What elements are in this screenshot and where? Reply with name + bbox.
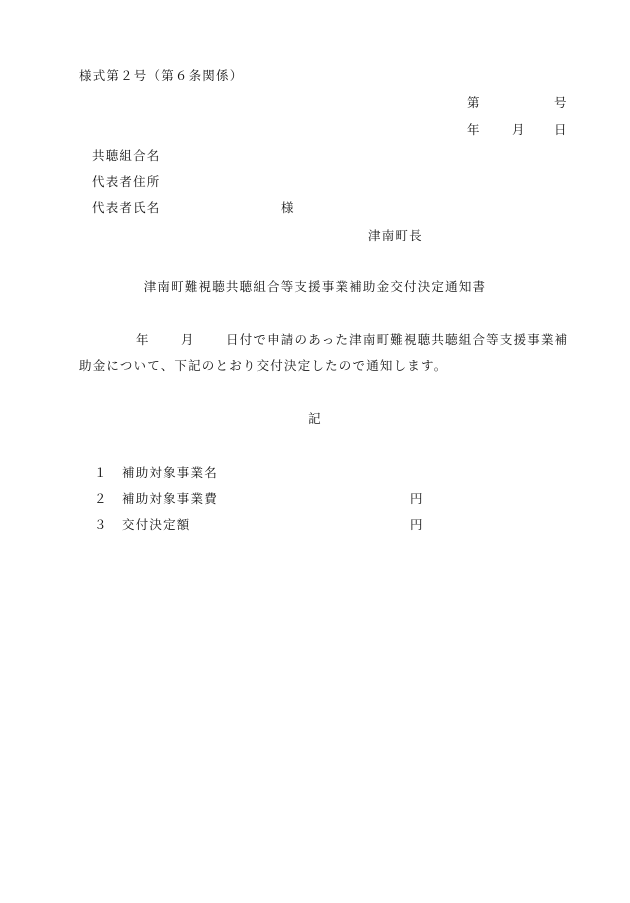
item-number: １ xyxy=(94,465,108,480)
ki-heading: 記 xyxy=(308,411,322,426)
body-year: 年 xyxy=(136,332,150,347)
sender-title: 津南町長 xyxy=(368,228,423,243)
doc-number-prefix: 第 xyxy=(467,95,481,110)
date-year: 年 xyxy=(467,122,481,137)
body-line2: 助金について、下記のとおり交付決定したので通知します。 xyxy=(79,358,448,373)
body-month: 月 xyxy=(181,332,195,347)
doc-number-suffix: 号 xyxy=(554,95,568,110)
item-label: 補助対象事業名 xyxy=(122,465,218,480)
item-number: ３ xyxy=(94,517,108,532)
form-number: 様式第２号（第６条関係） xyxy=(79,68,244,83)
date-month: 月 xyxy=(512,122,526,137)
date-day: 日 xyxy=(554,122,568,137)
item-label: 交付決定額 xyxy=(122,517,191,532)
item-unit: 円 xyxy=(410,491,424,506)
rep-name-label: 代表者氏名 xyxy=(92,200,161,215)
association-label: 共聴組合名 xyxy=(92,148,161,163)
document-title: 津南町難視聴共聴組合等支援事業補助金交付決定通知書 xyxy=(143,279,487,294)
body-line1: 日付で申請のあった津南町難視聴共聴組合等支援事業補 xyxy=(226,332,569,347)
rep-address-label: 代表者住所 xyxy=(92,174,161,189)
item-unit: 円 xyxy=(410,517,424,532)
item-label: 補助対象事業費 xyxy=(122,491,218,506)
item-number: ２ xyxy=(94,491,108,506)
honorific: 様 xyxy=(281,200,295,215)
